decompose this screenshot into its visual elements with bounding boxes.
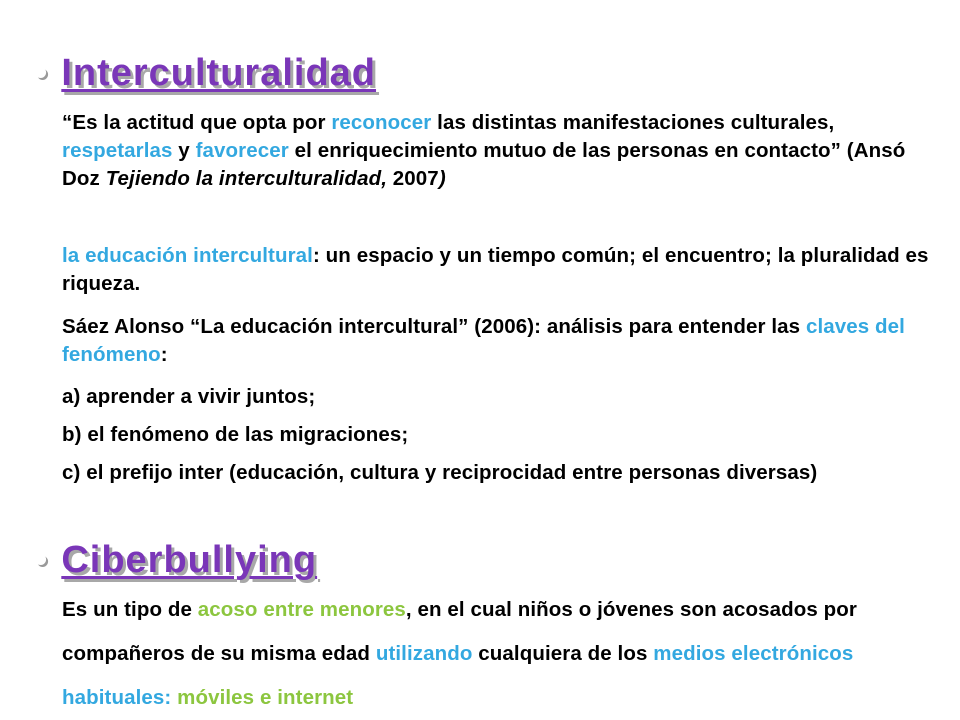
book-title: Tejiendo la interculturalidad,	[105, 167, 387, 190]
highlight-respetarlas: respetarlas	[62, 139, 173, 162]
quote-text: las distintas manifestaciones culturales,	[431, 111, 835, 134]
definition-paragraph	[62, 588, 932, 720]
list-item: c) el prefijo inter (educación, cultura y reciprocidad entre personas diversas)	[62, 461, 818, 484]
list-item: b) el fenómeno de las migraciones;	[62, 423, 409, 446]
heading-interculturalidad	[34, 54, 376, 92]
highlight-reconocer: reconocer	[331, 111, 432, 134]
list-item: a) aprender a vivir juntos;	[62, 385, 316, 408]
highlight-claves: claves del fenómeno	[62, 315, 905, 366]
saez-paragraph	[62, 313, 932, 369]
highlight-acoso: acoso entre menores	[197, 598, 406, 621]
highlight-utilizando: utilizando	[375, 642, 473, 665]
section-title: Ciberbullying	[61, 539, 318, 581]
saez-end: :	[160, 343, 168, 366]
definition-text: , en el cual niños o jóvenes son acosados por compañeros de su misma edad	[62, 598, 857, 665]
quote-text: y	[172, 139, 196, 162]
education-paragraph	[62, 242, 932, 298]
section-title: Interculturalidad	[61, 52, 377, 94]
highlight-moviles: móviles e internet	[177, 686, 354, 709]
highlight-medios: medios electrónicos habituales:	[62, 642, 854, 709]
quote-text: “Es la actitud que opta por	[62, 111, 332, 134]
quote-close: )	[438, 167, 446, 190]
highlight-favorecer: favorecer	[195, 139, 289, 162]
bullet-icon: •	[34, 539, 48, 581]
education-text: : un espacio y un tiempo común; el encuentro; la pluralidad es riqueza.	[62, 244, 929, 295]
quote-text: el enriquecimiento mutuo de las personas en contacto” (Ansó Doz	[62, 139, 906, 190]
definition-text: Es un tipo de	[62, 598, 198, 621]
heading-ciberbullying	[34, 541, 317, 579]
highlight-educacion-intercultural: la educación intercultural	[62, 244, 313, 267]
quote-year: 2007	[387, 167, 439, 190]
definition-text: cualquiera de los	[472, 642, 654, 665]
quote-paragraph	[62, 109, 932, 193]
saez-text: Sáez Alonso “La educación intercultural” (2006): análisis para entender las	[62, 315, 806, 338]
bullet-icon: •	[34, 52, 48, 94]
